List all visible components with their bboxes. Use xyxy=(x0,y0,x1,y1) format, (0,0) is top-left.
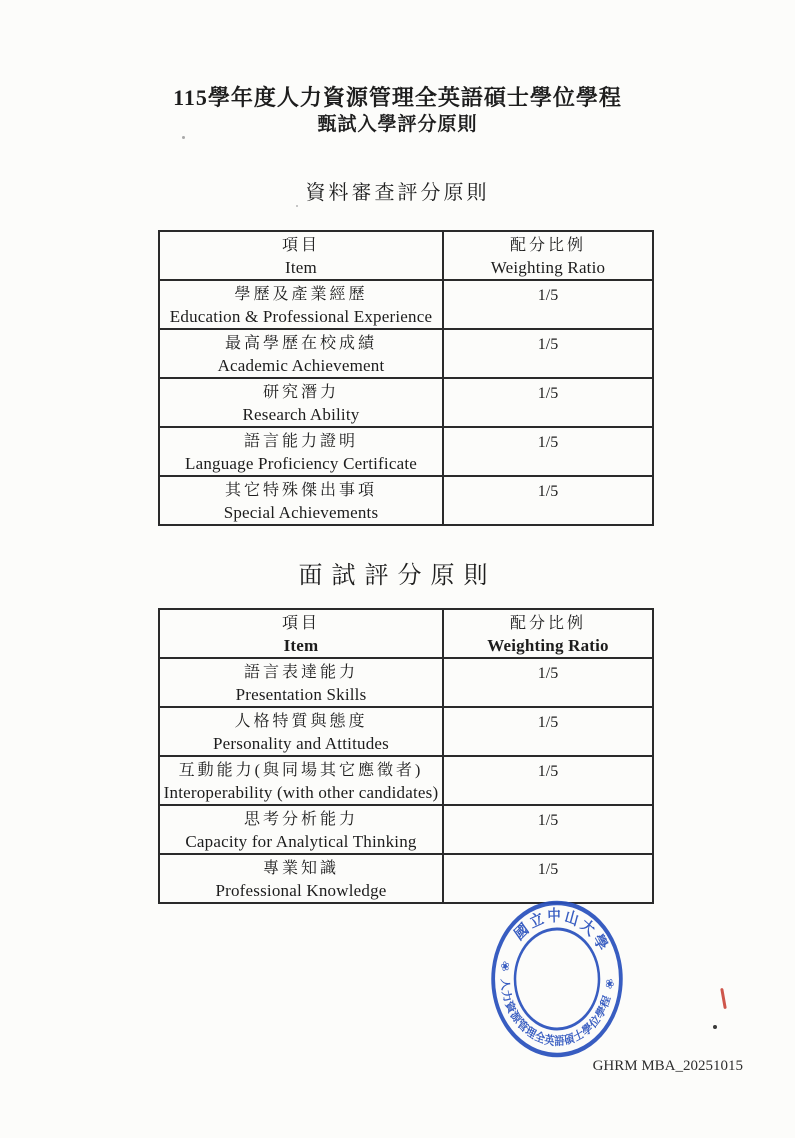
item-en: Interoperability (with other candidates) xyxy=(163,783,439,802)
item-zh: 思考分析能力 xyxy=(243,811,358,828)
header-item-zh: 項目 xyxy=(281,615,320,632)
header-ratio-cell xyxy=(443,609,653,658)
ratio-cell xyxy=(443,707,653,756)
seal-top-text: 國立中山大學 xyxy=(512,907,612,958)
item-en: Academic Achievement xyxy=(217,356,385,375)
item-cell xyxy=(159,658,443,707)
ratio-value: 1/5 xyxy=(537,385,559,402)
table-row xyxy=(159,378,653,427)
ratio-value: 1/5 xyxy=(537,483,559,500)
item-zh: 人格特質與態度 xyxy=(234,713,368,730)
item-en: Personality and Attitudes xyxy=(213,734,389,753)
document-id: GHRM MBA_20251015 xyxy=(592,1058,743,1074)
header-ratio-en: Weighting Ratio xyxy=(487,636,609,655)
header-item-en: Item xyxy=(285,258,317,277)
ratio-cell xyxy=(443,280,653,329)
interview-table xyxy=(158,608,654,904)
seal-bottom-text: 人力資源管理全英語碩士學位學程 xyxy=(498,977,614,1049)
item-zh: 互動能力(與同場其它應徵者) xyxy=(178,762,424,779)
ratio-cell xyxy=(443,378,653,427)
ratio-value: 1/5 xyxy=(537,763,559,780)
scan-speck xyxy=(296,205,298,207)
item-cell xyxy=(159,329,443,378)
table-row xyxy=(159,756,653,805)
document-title-line1: 115學年度人力資源管理全英語碩士學位學程 xyxy=(173,85,622,110)
header-ratio-en: Weighting Ratio xyxy=(490,258,606,277)
item-cell xyxy=(159,707,443,756)
ratio-cell xyxy=(443,476,653,525)
header-ratio-cell xyxy=(443,231,653,280)
item-en: Education & Professional Experience xyxy=(169,307,433,326)
table-row xyxy=(159,707,653,756)
header-ratio-zh: 配分比例 xyxy=(509,615,586,632)
item-zh: 專業知識 xyxy=(262,860,339,877)
ink-dot xyxy=(713,1025,717,1029)
seal-flower-left-icon: ❀ xyxy=(498,959,513,973)
item-en: Capacity for Analytical Thinking xyxy=(185,832,417,851)
item-en: Presentation Skills xyxy=(235,685,367,704)
ratio-value: 1/5 xyxy=(537,714,559,731)
university-seal-stamp xyxy=(452,874,662,1084)
item-zh: 語言表達能力 xyxy=(243,664,358,681)
ratio-value: 1/5 xyxy=(537,287,559,304)
table-row xyxy=(159,427,653,476)
seal-flower-right-icon: ❀ xyxy=(602,977,617,991)
ratio-cell xyxy=(443,756,653,805)
header-item-cell xyxy=(159,609,443,658)
item-zh: 研究潛力 xyxy=(262,384,339,401)
item-en: Professional Knowledge xyxy=(215,881,387,900)
scan-speck xyxy=(182,136,185,139)
header-ratio-zh: 配分比例 xyxy=(509,237,586,254)
review-table xyxy=(158,230,654,526)
item-zh: 最高學歷在校成績 xyxy=(224,335,377,352)
table-row xyxy=(159,280,653,329)
item-cell xyxy=(159,756,443,805)
ratio-cell xyxy=(443,329,653,378)
item-en: Research Ability xyxy=(242,405,360,424)
item-cell xyxy=(159,427,443,476)
item-zh: 其它特殊傑出事項 xyxy=(224,482,377,499)
table-row xyxy=(159,658,653,707)
red-pen-mark xyxy=(720,988,727,1009)
ratio-value: 1/5 xyxy=(537,434,559,451)
item-zh: 學歷及產業經歷 xyxy=(234,286,368,303)
item-zh: 語言能力證明 xyxy=(243,433,358,450)
ratio-cell xyxy=(443,805,653,854)
ratio-value: 1/5 xyxy=(537,861,559,878)
item-cell xyxy=(159,378,443,427)
item-cell xyxy=(159,280,443,329)
header-item-cell xyxy=(159,231,443,280)
table-header-row xyxy=(159,609,653,658)
document-title-line2: 甄試入學評分原則 xyxy=(317,114,478,135)
item-cell xyxy=(159,805,443,854)
header-item-zh: 項目 xyxy=(281,237,320,254)
ratio-value: 1/5 xyxy=(537,665,559,682)
item-en: Language Proficiency Certificate xyxy=(184,454,417,473)
header-item-en: Item xyxy=(283,636,319,655)
review-section-heading: 資料審查評分原則 xyxy=(305,182,490,204)
ratio-value: 1/5 xyxy=(537,336,559,353)
table-row xyxy=(159,805,653,854)
interview-section-heading: 面試評分原則 xyxy=(298,563,497,589)
item-cell xyxy=(159,476,443,525)
table-row xyxy=(159,476,653,525)
ratio-cell xyxy=(443,427,653,476)
item-en: Special Achievements xyxy=(223,503,379,522)
table-header-row xyxy=(159,231,653,280)
ratio-cell xyxy=(443,658,653,707)
ratio-value: 1/5 xyxy=(537,812,559,829)
item-cell xyxy=(159,854,443,903)
table-row xyxy=(159,329,653,378)
